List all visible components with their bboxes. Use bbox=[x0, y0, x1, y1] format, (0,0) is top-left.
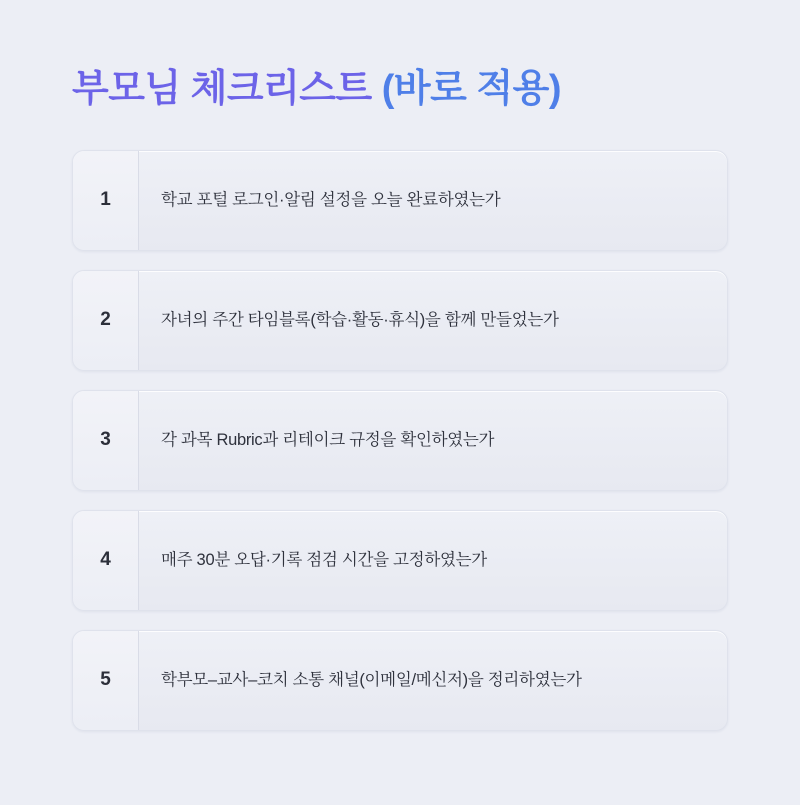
checklist bbox=[72, 150, 728, 731]
page-title bbox=[72, 0, 728, 114]
list-item-index: 3 bbox=[73, 391, 139, 490]
list-item-index: 2 bbox=[73, 271, 139, 370]
list-item-index: 5 bbox=[73, 631, 139, 730]
list-item-index: 1 bbox=[73, 151, 139, 250]
list-item-body bbox=[139, 271, 727, 370]
list-item-label: 자녀의 주간 타임블록(학습·활동·휴식)을 함께 만들었는가 bbox=[161, 310, 559, 329]
list-item-label: 학부모–교사–코치 소통 채널(이메일/메신저)을 정리하였는가 bbox=[161, 670, 582, 689]
list-item bbox=[72, 630, 728, 731]
list-item-body bbox=[139, 151, 727, 250]
list-item-label: 각 과목 Rubric과 리테이크 규정을 확인하였는가 bbox=[161, 430, 495, 449]
list-item-label: 학교 포털 로그인·알림 설정을 오늘 완료하였는가 bbox=[161, 190, 501, 209]
list-item bbox=[72, 270, 728, 371]
list-item-label: 매주 30분 오답·기록 점검 시간을 고정하였는가 bbox=[161, 550, 487, 569]
list-item bbox=[72, 150, 728, 251]
list-item bbox=[72, 390, 728, 491]
list-item bbox=[72, 510, 728, 611]
list-item-body bbox=[139, 391, 727, 490]
list-item-body bbox=[139, 631, 727, 730]
page-title-accent: (바로 적용) bbox=[381, 68, 561, 110]
list-item-index: 4 bbox=[73, 511, 139, 610]
page-title-main: 부모님 체크리스트 bbox=[72, 68, 382, 110]
list-item-body bbox=[139, 511, 727, 610]
